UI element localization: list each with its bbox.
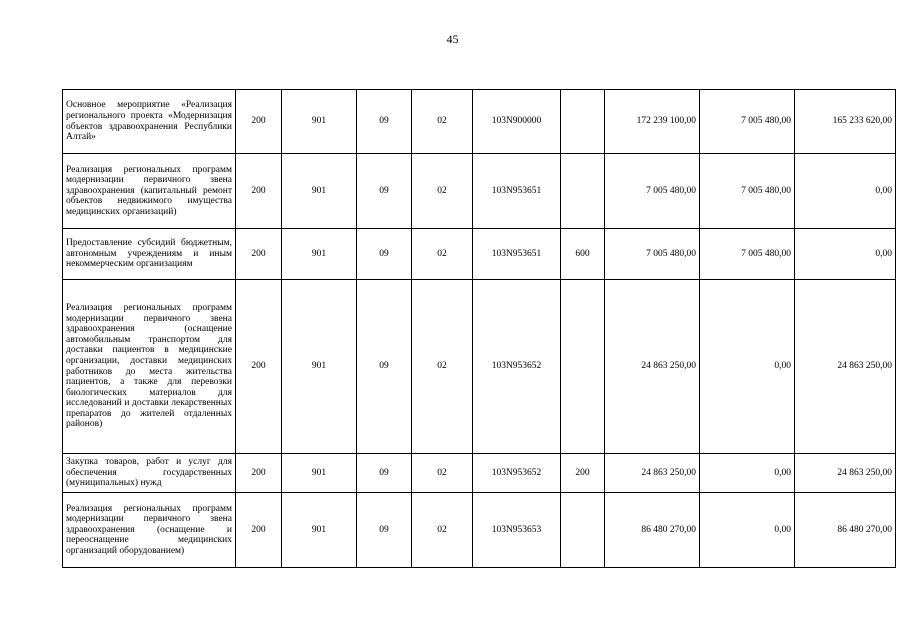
section-cell: 09	[357, 154, 412, 229]
subsection-cell: 02	[412, 90, 473, 154]
table-row	[63, 154, 896, 229]
table-row	[63, 454, 896, 493]
table-body	[63, 90, 896, 568]
section-cell: 09	[357, 454, 412, 493]
page-number: 45	[446, 32, 459, 46]
regional-amount-cell: 165 233 620,00	[795, 90, 896, 154]
total-amount-cell: 24 863 250,00	[605, 280, 700, 454]
code-cell: 901	[282, 229, 357, 280]
ministry-cell: 200	[236, 229, 282, 280]
code-cell: 901	[282, 154, 357, 229]
section-cell: 09	[357, 280, 412, 454]
federal-amount-cell: 0,00	[700, 454, 795, 493]
regional-amount-cell: 0,00	[795, 154, 896, 229]
total-amount-cell: 172 239 100,00	[605, 90, 700, 154]
row-name-cell: Реализация региональных программ модернизации первичного звена здравоохранения (капитальный ремонт объектов недвижимого имущества медицинских организаций)	[63, 154, 236, 229]
total-amount-cell: 86 480 270,00	[605, 493, 700, 568]
code-cell: 901	[282, 90, 357, 154]
row-name-cell: Закупка товаров, работ и услуг для обеспечения государственных (муниципальных) нужд	[63, 454, 236, 493]
target-article-cell: 103N953652	[473, 454, 561, 493]
federal-amount-cell: 0,00	[700, 280, 795, 454]
federal-amount-cell: 7 005 480,00	[700, 154, 795, 229]
expense-type-cell	[561, 154, 605, 229]
subsection-cell: 02	[412, 493, 473, 568]
target-article-cell: 103N900000	[473, 90, 561, 154]
subsection-cell: 02	[412, 280, 473, 454]
ministry-cell: 200	[236, 493, 282, 568]
code-cell: 901	[282, 454, 357, 493]
code-cell: 901	[282, 493, 357, 568]
row-name-cell: Реализация региональных программ модернизации первичного звена здравоохранения (оснащение и переоснащение медицинских организаций оборудованием)	[63, 493, 236, 568]
federal-amount-cell: 0,00	[700, 493, 795, 568]
regional-amount-cell: 0,00	[795, 229, 896, 280]
expense-type-cell	[561, 493, 605, 568]
ministry-cell: 200	[236, 280, 282, 454]
budget-table	[62, 89, 896, 568]
federal-amount-cell: 7 005 480,00	[700, 90, 795, 154]
section-cell: 09	[357, 90, 412, 154]
target-article-cell: 103N953651	[473, 154, 561, 229]
ministry-cell: 200	[236, 454, 282, 493]
expense-type-cell: 600	[561, 229, 605, 280]
regional-amount-cell: 24 863 250,00	[795, 454, 896, 493]
subsection-cell: 02	[412, 229, 473, 280]
section-cell: 09	[357, 229, 412, 280]
expense-type-cell: 200	[561, 454, 605, 493]
expense-type-cell	[561, 280, 605, 454]
row-name-cell: Реализация региональных программ модернизации первичного звена здравоохранения (оснащение автомобильным транспортом для доставки пациентов в медицинские организации, доставки медицинских работников до места жительства пациентов, а также для перевозки биологических материалов для исследований и доставки лекарственных препаратов до жителей отдаленных районов)	[63, 280, 236, 454]
expense-type-cell	[561, 90, 605, 154]
target-article-cell: 103N953653	[473, 493, 561, 568]
section-cell: 09	[357, 493, 412, 568]
federal-amount-cell: 7 005 480,00	[700, 229, 795, 280]
total-amount-cell: 7 005 480,00	[605, 229, 700, 280]
regional-amount-cell: 86 480 270,00	[795, 493, 896, 568]
subsection-cell: 02	[412, 454, 473, 493]
row-name-cell: Основное мероприятие «Реализация регионального проекта «Модернизация объектов здравоохранения Республики Алтай»	[63, 90, 236, 154]
total-amount-cell: 7 005 480,00	[605, 154, 700, 229]
code-cell: 901	[282, 280, 357, 454]
total-amount-cell: 24 863 250,00	[605, 454, 700, 493]
row-name-cell: Предоставление субсидий бюджетным, автономным учреждениям и иным некоммерческим организациям	[63, 229, 236, 280]
subsection-cell: 02	[412, 154, 473, 229]
ministry-cell: 200	[236, 90, 282, 154]
target-article-cell: 103N953652	[473, 280, 561, 454]
table-row	[63, 90, 896, 154]
table-row	[63, 280, 896, 454]
ministry-cell: 200	[236, 154, 282, 229]
regional-amount-cell: 24 863 250,00	[795, 280, 896, 454]
target-article-cell: 103N953651	[473, 229, 561, 280]
table-row	[63, 229, 896, 280]
table-row	[63, 493, 896, 568]
